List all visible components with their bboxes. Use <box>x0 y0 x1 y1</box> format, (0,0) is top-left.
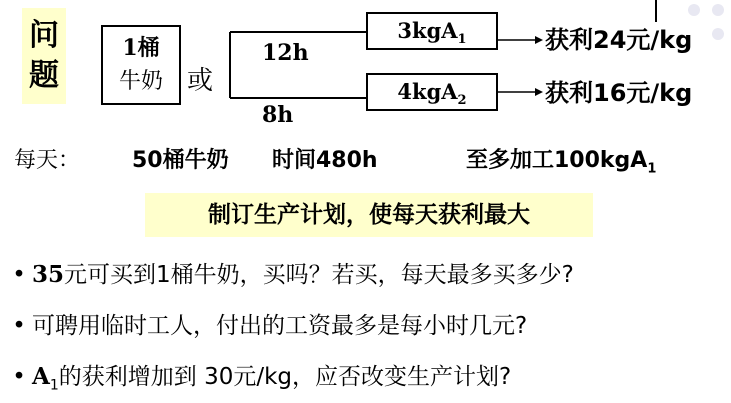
question-lead: 35 <box>32 261 65 288</box>
question-item <box>6 307 527 340</box>
question-text: 的获利增加到 30元/kg，应否改变生产计划? <box>58 364 512 390</box>
constraint-max-text: 至多加工100kgA <box>466 148 648 173</box>
question-item <box>6 358 511 394</box>
milk-box <box>101 25 181 105</box>
problem-tag-line2: 题 <box>29 58 59 93</box>
decor-dot <box>712 4 724 16</box>
bullet: • <box>12 313 26 339</box>
product-b-text: 4kgA <box>397 79 458 104</box>
product-a-sub: 1 <box>457 32 467 48</box>
question-text: 可聘用临时工人，付出的工资最多是每小时几元? <box>32 313 528 339</box>
product-b-box <box>366 73 498 111</box>
question-text: 元可买到1桶牛奶，买吗？若买，每天最多买多少? <box>64 262 574 288</box>
milk-box-line2: 牛奶 <box>118 69 163 94</box>
constraint-milk: 50桶牛奶 <box>132 148 229 173</box>
or-label: 或 <box>187 66 214 96</box>
question-item <box>6 256 574 289</box>
constraint-time: 时间480h <box>272 148 378 173</box>
product-a-text: 3kgA <box>397 18 458 43</box>
arrow-b-head <box>535 88 543 96</box>
decor-dot <box>688 4 700 16</box>
decor-dot <box>712 28 724 40</box>
bullet: • <box>12 364 26 390</box>
product-a-box <box>366 12 498 50</box>
problem-tag-line1: 问 <box>29 18 59 53</box>
milk-box-line1: 1桶 <box>122 35 160 61</box>
plan-title: 制订生产计划，使每天获利最大 <box>145 193 593 237</box>
constraint-max <box>466 143 656 176</box>
constraint-max-sub: 1 <box>647 161 657 177</box>
product-a-profit: 获利24元/kg <box>545 26 693 54</box>
constraints-label: 每天： <box>14 148 81 173</box>
product-b-profit: 获利16元/kg <box>545 79 693 107</box>
question-lead: A <box>32 363 50 390</box>
arrow-a-head <box>535 36 543 44</box>
time-a-label: 12h <box>262 40 309 66</box>
time-b-label: 8h <box>262 102 294 128</box>
bullet: • <box>12 262 26 288</box>
product-b-sub: 2 <box>457 93 467 109</box>
question-lead-sub: 1 <box>49 377 59 394</box>
